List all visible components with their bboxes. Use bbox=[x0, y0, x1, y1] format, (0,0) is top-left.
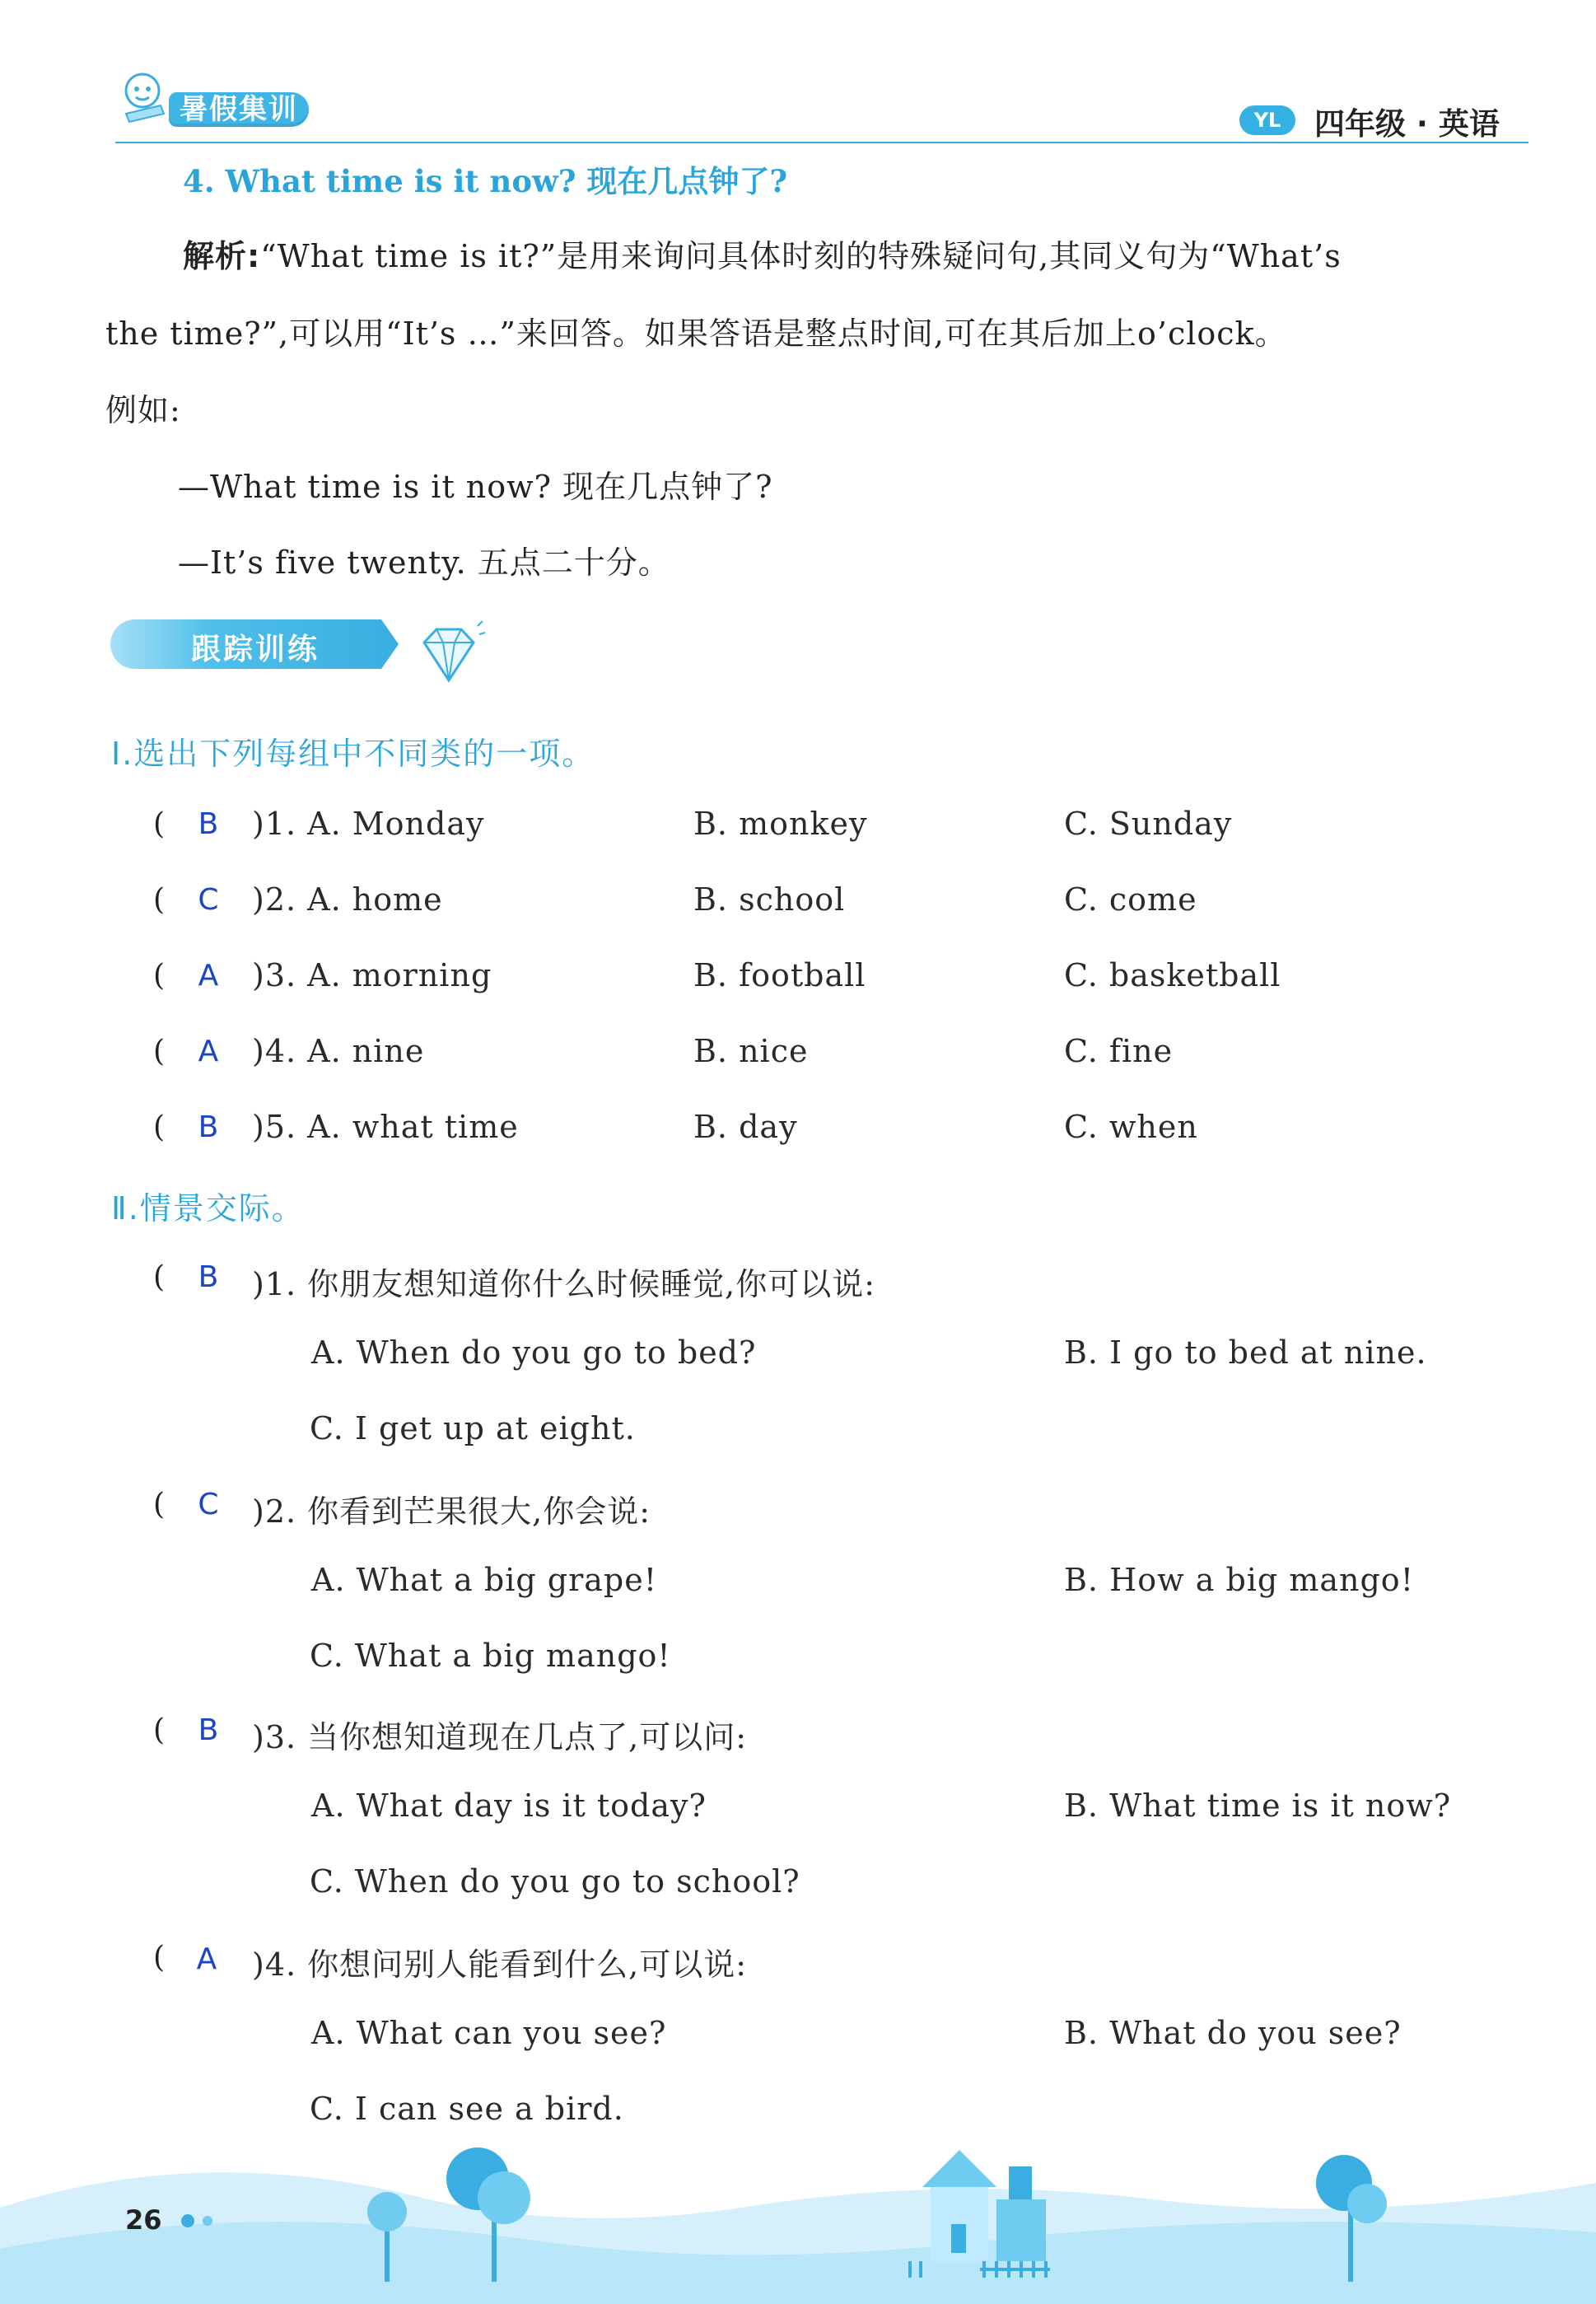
page-number: 26 bbox=[125, 2204, 162, 2236]
option-b: B. football bbox=[693, 957, 866, 993]
option-b: B. I go to bed at nine. bbox=[1064, 1334, 1427, 1371]
option-b: B. nice bbox=[693, 1033, 809, 1069]
paren-open: ( bbox=[153, 807, 166, 841]
option-b: B. What do you see? bbox=[1064, 2015, 1402, 2051]
option-c: C. come bbox=[1064, 881, 1197, 918]
section-1-heading: Ⅰ.选出下列每组中不同类的一项。 bbox=[111, 736, 595, 772]
paren-open: ( bbox=[153, 1260, 166, 1294]
option-a: A. What can you see? bbox=[311, 2015, 667, 2051]
option-a: )4. A. nine bbox=[252, 1033, 425, 1069]
explain-label: 解析: bbox=[183, 238, 261, 274]
answer-2-1: B bbox=[198, 1260, 219, 1294]
answer-2-4: A bbox=[196, 1942, 217, 1976]
brand-logo bbox=[111, 64, 309, 130]
paren-open: ( bbox=[153, 1713, 166, 1747]
example-question: —What time is it now? 现在几点钟了? bbox=[178, 469, 773, 505]
house-icon bbox=[910, 2150, 1050, 2278]
edition-badge: YL bbox=[1239, 105, 1295, 135]
paren-open: ( bbox=[153, 1110, 166, 1144]
option-a: A. When do you go to bed? bbox=[311, 1334, 757, 1371]
option-b: B. monkey bbox=[693, 806, 868, 842]
option-a: )3. A. morning bbox=[252, 957, 492, 993]
option-a: A. What day is it today? bbox=[311, 1788, 707, 1824]
paren-open: ( bbox=[153, 883, 166, 917]
answer-1-3: A bbox=[198, 959, 219, 993]
question-text: )2. 你看到芒果很大,你会说: bbox=[252, 1493, 651, 1530]
answer-1-4: A bbox=[198, 1035, 219, 1068]
option-c: C. I get up at eight. bbox=[310, 1410, 636, 1446]
option-b: B. day bbox=[693, 1109, 798, 1145]
option-c: C. Sunday bbox=[1064, 806, 1233, 842]
option-a: )1. A. Monday bbox=[252, 806, 485, 842]
paren-open: ( bbox=[153, 1488, 166, 1521]
practice-banner-label: 跟踪训练 bbox=[191, 633, 320, 666]
option-a: )5. A. what time bbox=[252, 1109, 519, 1145]
explain-line-2: the time?”,可以用“It’s …”来回答。如果答语是整点时间,可在其后加上o’clock。 bbox=[105, 315, 1287, 352]
question-title: 4. What time is it now? 现在几点钟了? bbox=[183, 163, 788, 199]
option-c: C. basketball bbox=[1064, 957, 1281, 993]
option-b: B. school bbox=[693, 881, 846, 918]
diamond-icon bbox=[412, 618, 486, 692]
option-b: B. What time is it now? bbox=[1064, 1788, 1452, 1824]
paren-open: ( bbox=[153, 1941, 166, 1975]
option-a: )2. A. home bbox=[252, 881, 443, 918]
answer-2-3: B bbox=[198, 1713, 219, 1747]
option-c: C. I can see a bird. bbox=[310, 2091, 624, 2127]
example-answer: —It’s five twenty. 五点二十分。 bbox=[178, 544, 670, 581]
option-a: A. What a big grape! bbox=[311, 1562, 657, 1598]
answer-1-5: B bbox=[198, 1110, 219, 1144]
question-text: )4. 你想问别人能看到什么,可以说: bbox=[252, 1946, 748, 1983]
option-b: B. How a big mango! bbox=[1064, 1562, 1414, 1598]
mascot-icon bbox=[111, 64, 177, 130]
section-2-heading: Ⅱ.情景交际。 bbox=[111, 1190, 305, 1227]
option-c: C. When do you go to school? bbox=[310, 1863, 800, 1900]
grade-subject: 四年级 · 英语 bbox=[1314, 106, 1500, 142]
explain-line-1: 解析:“What time is it?”是用来询问具体时刻的特殊疑问句,其同义句为“What’s bbox=[183, 238, 1342, 274]
footer-landscape bbox=[0, 2109, 1596, 2304]
answer-1-2: C bbox=[198, 883, 219, 917]
option-c: C. What a big mango! bbox=[310, 1638, 671, 1674]
answer-2-2: C bbox=[198, 1488, 219, 1521]
option-c: C. when bbox=[1064, 1109, 1198, 1145]
paren-open: ( bbox=[153, 1035, 166, 1068]
brand-label: 暑假集训 bbox=[169, 92, 309, 127]
explain-line-3: 例如: bbox=[105, 392, 181, 428]
option-c: C. fine bbox=[1064, 1033, 1174, 1069]
question-text: )1. 你朋友想知道你什么时候睡觉,你可以说: bbox=[252, 1266, 876, 1302]
question-text: )3. 当你想知道现在几点了,可以问: bbox=[252, 1719, 748, 1755]
answer-1-1: B bbox=[198, 807, 219, 841]
paren-open: ( bbox=[153, 959, 166, 993]
